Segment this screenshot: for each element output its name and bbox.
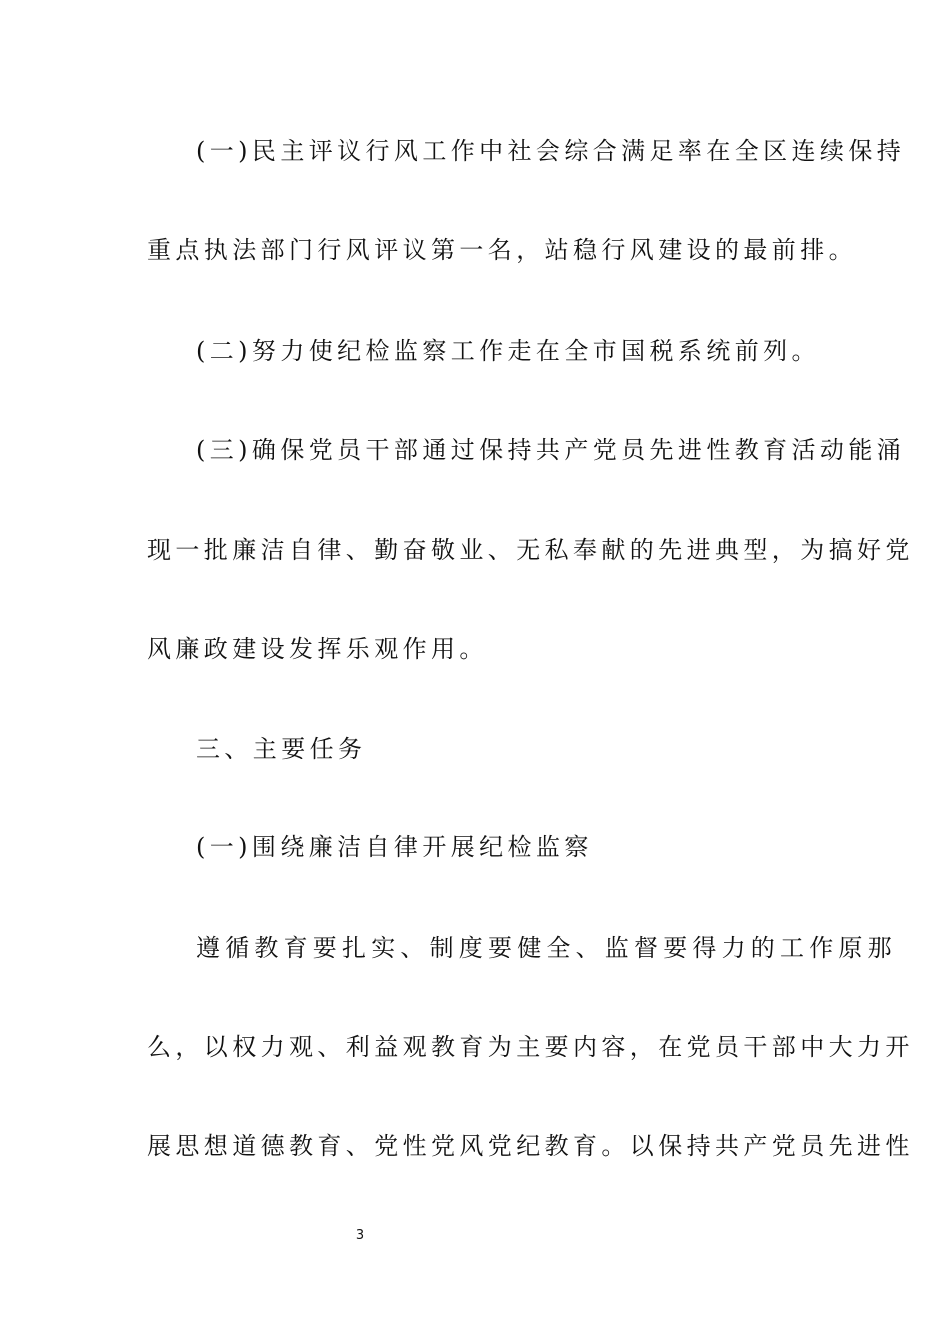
paragraph-line: 风廉政建设发挥乐观作用。 [147, 635, 488, 663]
section-heading: 三、主要任务 [196, 735, 367, 763]
paragraph-line: 现一批廉洁自律、勤奋敬业、无私奉献的先进典型，为搞好党 [147, 536, 914, 564]
page-number: 3 [355, 1228, 365, 1243]
paragraph-line: (三)确保党员干部通过保持共产党员先进性教育活动能涌 [196, 436, 906, 464]
subsection-heading: (一)围绕廉洁自律开展纪检监察 [196, 833, 593, 861]
paragraph-line: 么，以权力观、利益观教育为主要内容，在党员干部中大力开 [147, 1033, 914, 1061]
paragraph-line: (一)民主评议行风工作中社会综合满足率在全区连续保持 [196, 137, 906, 165]
paragraph-line: (二)努力使纪检监察工作走在全市国税系统前列。 [196, 337, 820, 365]
paragraph-line: 重点执法部门行风评议第一名，站稳行风建设的最前排。 [147, 236, 857, 264]
paragraph-line: 展思想道德教育、党性党风党纪教育。以保持共产党员先进性 [147, 1132, 914, 1160]
paragraph-line: 遵循教育要扎实、制度要健全、监督要得力的工作原那 [196, 934, 897, 962]
